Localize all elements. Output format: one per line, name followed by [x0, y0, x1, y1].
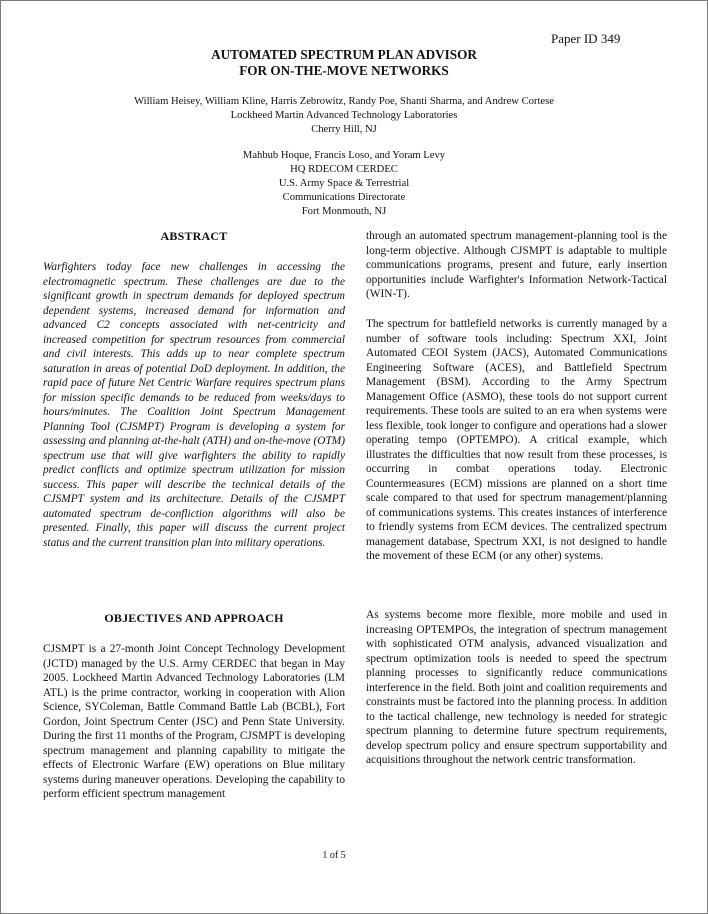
organization-3: Communications Directorate: [282, 192, 406, 203]
author-names-2: Mahbub Hoque, Francis Loso, and Yoram Levy: [242, 150, 446, 161]
right-column-paragraph-1: through an automated spectrum management-planning tool is the long-term objective. Although CJSMPT is adaptable to multiple communications programs, present and future, early insertion opportunities include Warfighter's Information Network-Tactical (WIN-T).: [366, 230, 667, 300]
paper-title-line-2: FOR ON-THE-MOVE NETWORKS: [239, 63, 449, 78]
page-number: 1 of 5: [322, 850, 346, 861]
paper-title-line-1: AUTOMATED SPECTRUM PLAN ADVISOR: [211, 47, 477, 62]
organization-2: U.S. Army Space & Terrestrial: [278, 178, 410, 189]
objectives-text: CJSMPT is a 27-month Joint Concept Technology Development (JCTD) managed by the U.S. Army CERDEC that began in May 2005. Lockheed Martin Advanced Technology Laboratories (LM ATL) is the prime contractor, working in cooperation with Alion Science, SYColeman, Battle Command Battle Lab (BCBL), Fort Gordon, Joint Spectrum Center (JSC) and Penn State University. During the first 11 months of the Program, CJSMPT is developing spectrum management and planning capability to mitigate the effects of Electronic Warfare (EW) operations on Blue military systems during maneuver operations. Developing the capability to perform efficient spectrum management: [43, 643, 345, 800]
abstract-heading: ABSTRACT: [160, 229, 228, 243]
affiliation-1: Lockheed Martin Advanced Technology Laboratories: [230, 110, 458, 121]
location-2: Fort Monmouth, NJ: [301, 206, 387, 217]
location-1: Cherry Hill, NJ: [311, 124, 377, 135]
paper-id: Paper ID 349: [551, 31, 621, 46]
objectives-heading: OBJECTIVES AND APPROACH: [104, 611, 284, 625]
right-column-paragraph-3: As systems become more flexible, more mobile and used in increasing OPTEMPOs, the integration of spectrum management with sophisticated OTM analysis, advanced visualization and spectrum optimization tools is needed to speed the spectrum planning processes to significantly reduce communications interference in the field. Both joint and coalition requirements and constraints must be factored into the planning process. In addition to the tactical challenge, new technology is needed for strategic spectrum planning to determine future spectrum requirements, develop spectrum policy and ensure spectrum supportability and acquisitions throughout the network centric transformation.: [366, 609, 667, 766]
author-names-1: William Heisey, William Kline, Harris Zebrowitz, Randy Poe, Shanti Sharma, and Andrew Cortese: [134, 96, 554, 107]
right-column-paragraph-2: The spectrum for battlefield networks is currently managed by a number of software tools including: Spectrum XXI, Joint Automated CEOI System (JACS), Automated Communications Engineering Software (ACES), and Battlefield Spectrum Management (BSM). According to the Army Spectrum Management Office (ASMO), these tools do not support current requirements. These tools are suited to an era when systems were less flexible, took longer to configure and operations had a slower operating tempo (OPTEMPO). A critical example, which illustrates the difficulties that now result from these processes, is occurring in combat operations today. Electronic Countermeasures (ECM) missions are planned on a short time scale compared to that used for spectrum management/planning of communications systems. This creates instances of interference to friendly systems from ECM devices. The centralized spectrum management database, Spectrum XXI, is not designed to handle the movement of these ECM (or any other) systems.: [366, 318, 667, 562]
abstract-text: Warfighters today face new challenges in accessing the electromagnetic spectrum. These challenges are due to the significant growth in spectrum demands for deployed spectrum dependent systems, increased demand for information and advanced C2 concepts associated with net-centricity and increased competition for spectrum resources from commercial and civil interests. This adds up to near complete spectrum saturation in areas of potential DoD deployment. In addition, the rapid pace of future Net Centric Warfare requires spectrum plans for mission specific demands to be reduced from weeks/days to hours/minutes. The Coalition Joint Spectrum Management Planning Tool (CJSMPT) Program is developing a system for assessing and planning at-the-halt (ATH) and on-the-move (OTM) spectrum use that will give warfighters the ability to rapidly predict conflicts and optimize spectrum utilization for mission success. This paper will describe the technical details of the CJSMPT system and its architecture. Details of the CJSMPT automated spectrum de-confliction algorithms will also be presented. Finally, this paper will discuss the current project status and the current transition plan into military operations.: [43, 261, 345, 549]
organization-1: HQ RDECOM CERDEC: [290, 164, 398, 175]
